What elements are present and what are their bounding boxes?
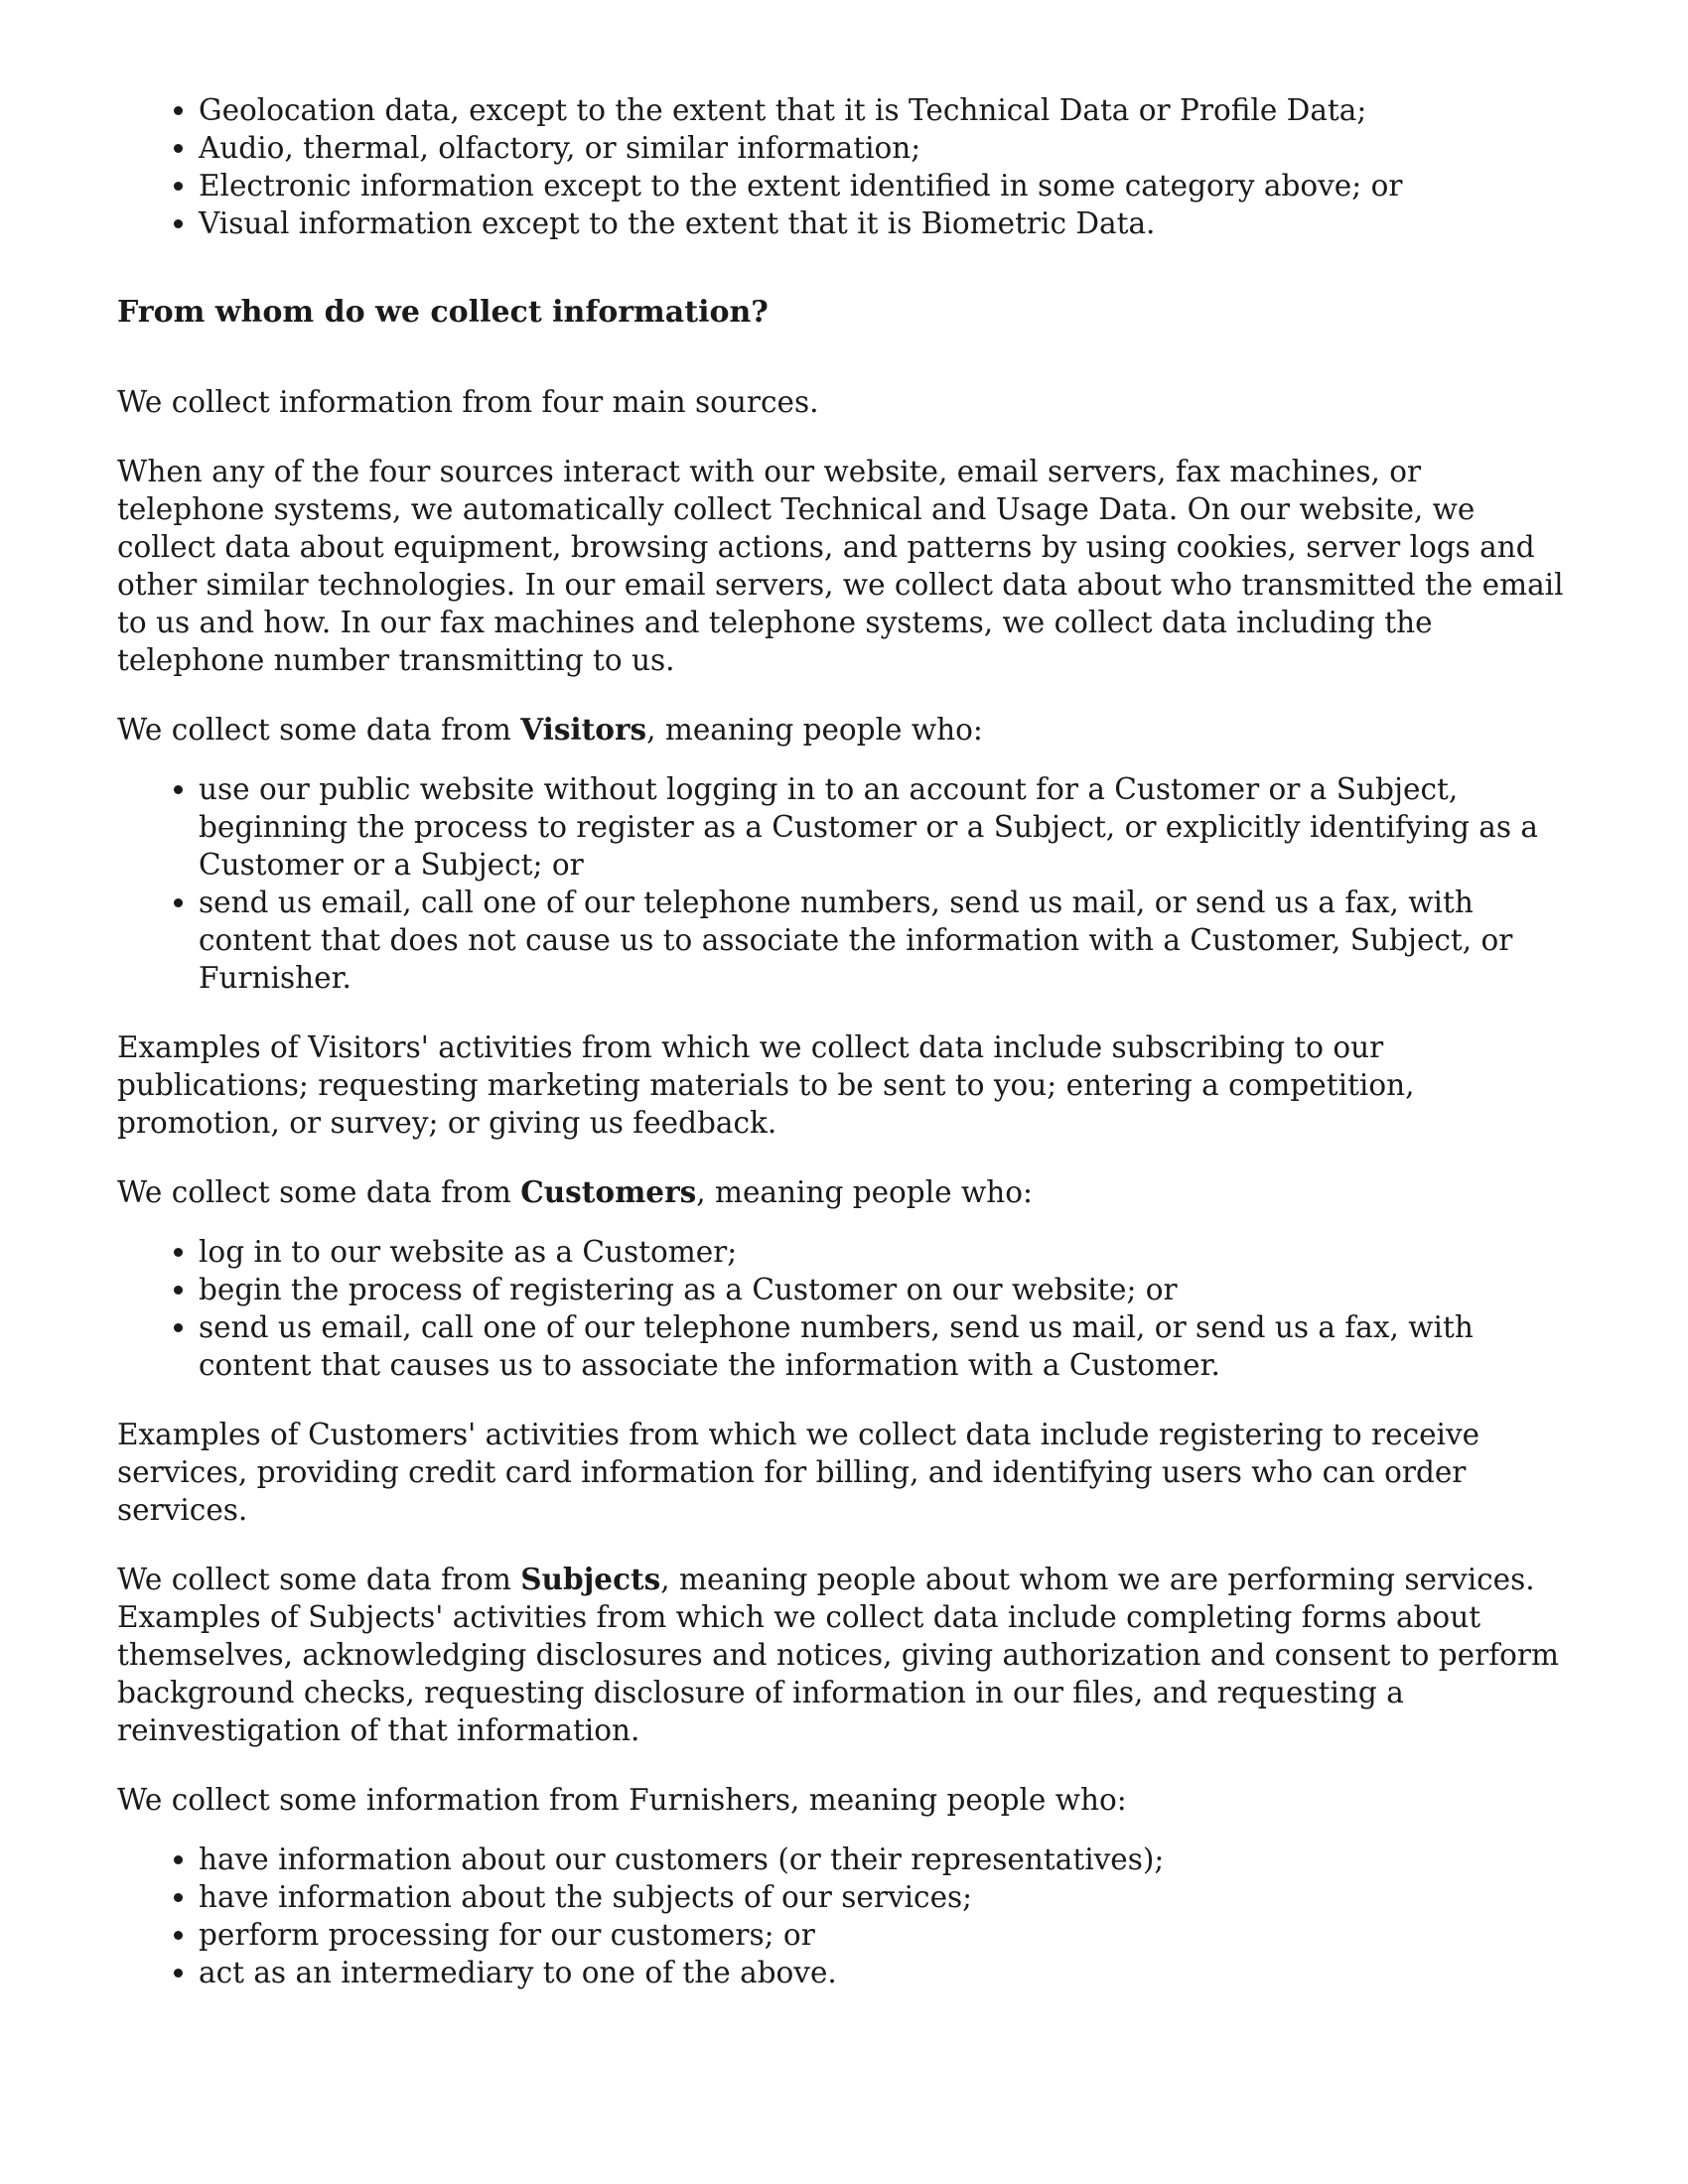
customers-intro-text: We collect some data from: [117, 1175, 521, 1209]
list-item: perform processing for our customers; or: [117, 1916, 1571, 1954]
list-item: act as an intermediary to one of the above.: [117, 1954, 1571, 1991]
list-item: begin the process of registering as a Customer on our website; or: [117, 1271, 1571, 1308]
subjects-intro-text: We collect some data from: [117, 1563, 521, 1596]
customers-examples-paragraph: Examples of Customers' activities from which we collect data include registering to receive services, providing credit card information for billing, and identifying users who can order services.: [117, 1418, 1480, 1527]
list-item: Visual information except to the extent that it is Biometric Data.: [117, 205, 1571, 242]
list-item: send us email, call one of our telephone numbers, send us mail, or send us a fax, with content that does not cause us to associate the information with a Customer, Subject, or Furnisher.: [117, 884, 1571, 997]
technical-data-paragraph: When any of the four sources interact with our website, email servers, fax machines, or telephone systems, we automatically collect Technical and Usage Data. On our website, we collect data about equipment, browsing actions, and patterns by using cookies, server logs and other similar technologies. In our email servers, we collect data about who transmitted the email to us and how. In our fax machines and telephone systems, we collect data including the telephone number transmitting to us.: [117, 455, 1564, 677]
customers-intro-suffix: , meaning people who:: [696, 1175, 1033, 1209]
list-item: log in to our website as a Customer;: [117, 1233, 1571, 1271]
subjects-term: Subjects: [520, 1562, 661, 1596]
visitors-list: [117, 770, 1571, 997]
list-item: send us email, call one of our telephone numbers, send us mail, or send us a fax, with content that causes us to associate the information with a Customer.: [117, 1308, 1571, 1384]
visitors-examples-paragraph: Examples of Visitors' activities from which we collect data include subscribing to our publications; requesting marketing materials to be sent to you; entering a competition, promotion, or survey; or giving us feedback.: [117, 1030, 1415, 1140]
list-item: use our public website without logging in to an account for a Customer or a Subject, beginning the process to register as a Customer or a Subject, or explicitly identifying as a Customer or a Subject; or: [117, 770, 1571, 884]
list-item: have information about the subjects of our services;: [117, 1878, 1571, 1916]
subjects-paragraph: [117, 1561, 1571, 1749]
customers-intro-paragraph: [117, 1173, 1571, 1211]
visitors-term: Visitors: [520, 712, 647, 747]
customers-list: [117, 1233, 1571, 1384]
list-item: Geolocation data, except to the extent that it is Technical Data or Profile Data;: [117, 91, 1571, 129]
furnishers-intro-paragraph: We collect some information from Furnishers, meaning people who:: [117, 1783, 1127, 1817]
visitors-intro-suffix: , meaning people who:: [646, 713, 983, 747]
customers-term: Customers: [520, 1174, 697, 1209]
visitors-intro-text: We collect some data from: [117, 713, 521, 747]
section-heading: From whom do we collect information?: [117, 295, 769, 330]
visitors-intro-paragraph: [117, 711, 1571, 749]
data-category-list: [117, 91, 1571, 242]
furnishers-list: [117, 1841, 1571, 1991]
list-item: have information about our customers (or their representatives);: [117, 1841, 1571, 1878]
list-item: Audio, thermal, olfactory, or similar information;: [117, 129, 1571, 167]
subjects-description: , meaning people about whom we are performing services. Examples of Subjects' activities from which we collect data include completing forms about themselves, acknowledging disclosures and notices, giving authorization and consent to perform background checks, requesting disclosure of information in our files, and requesting a reinvestigation of that information.: [117, 1563, 1559, 1747]
list-item: Electronic information except to the extent identified in some category above; or: [117, 167, 1571, 205]
sources-intro-paragraph: We collect information from four main sources.: [117, 385, 819, 419]
